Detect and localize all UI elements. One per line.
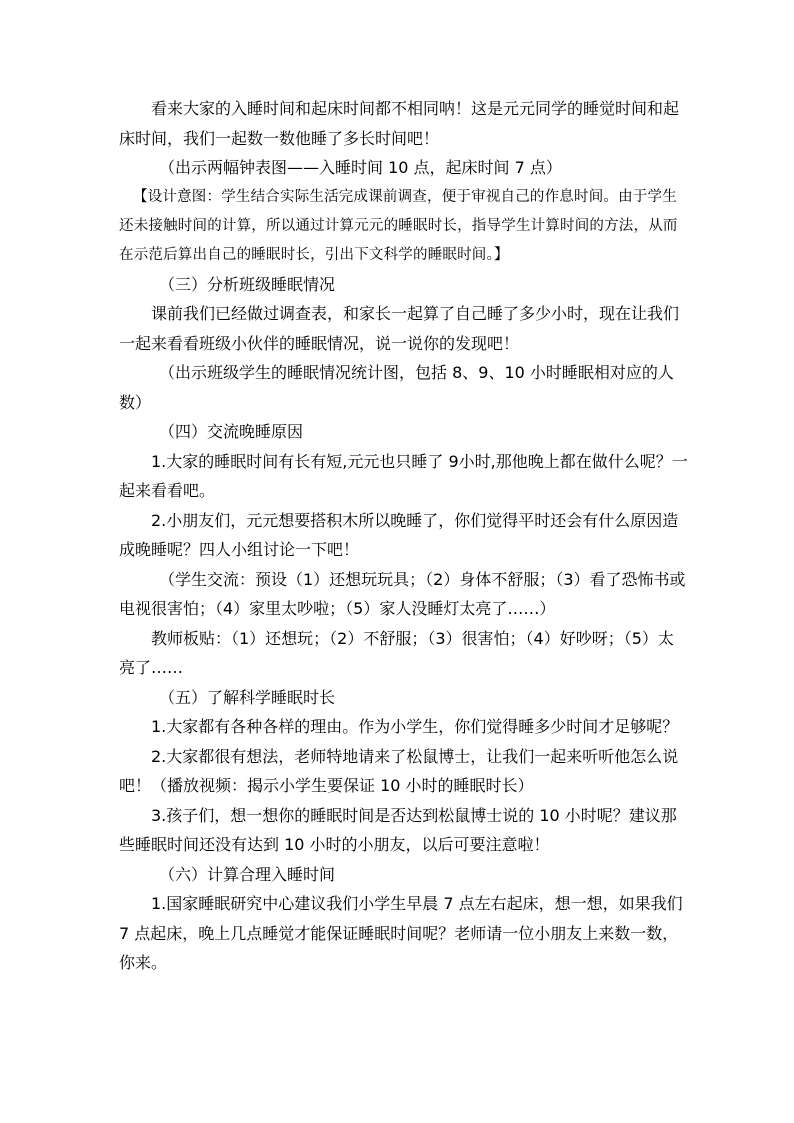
paragraph-intro: 看来大家的入睡时间和起床时间都不相同呐！这是元元同学的睡觉时间和起床时间，我们一起数一数他睡了多长时间吧！: [119, 99, 680, 148]
paragraph-item-4-1: 1.大家的睡眠时间有长有短,元元也只睡了 9小时,那他晚上都在做什么呢？一起来看看吧。: [119, 451, 688, 500]
paragraph-item-5-2: 2.大家都很有想法，老师特地请来了松鼠博士，让我们一起来听听他怎么说吧！（播放视频：揭示小学生要保证 10 小时的睡眠时长）: [119, 746, 679, 795]
paragraph-item-4-2: 2.小朋友们，元元想要搭积木所以晚睡了，你们觉得平时还会有什么原因造成晚睡呢？四人小组讨论一下吧！: [119, 510, 679, 559]
paragraph-item-5-3: 3.孩子们，想一想你的睡眠时间是否达到松鼠博士说的 10 小时呢？建议那些睡眠时间还没有达到 10 小时的小朋友，以后可要注意啦！: [119, 805, 677, 854]
section-heading-5: （五）了解科学睡眠时长: [159, 687, 336, 707]
section-heading-4: （四）交流晚睡原因: [159, 422, 304, 441]
section-heading-6: （六）计算合理入睡时间: [159, 864, 336, 884]
paragraph-clock-note: （出示两幅钟表图——入睡时间 10 点，起床时间 7 点）: [159, 158, 562, 177]
paragraph-student-exchange: （学生交流：预设（1）还想玩玩具；（2）身体不舒服；（3）看了恐怖书或电视很害怕；（4）家里太吵啦；（5）家人没睡灯太亮了……）: [119, 569, 686, 618]
design-intent-note: 【设计意图：学生结合实际生活完成课前调查，便于审视自己的作息时间。由于学生还未接触时间的计算，所以通过计算元元的睡眠时长，指导学生计算时间的方法，从而在示范后算出自己的睡眠时长，引出下文科学的睡眠时间。】: [119, 188, 678, 263]
paragraph-stats-note: （出示班级学生的睡眠情况统计图，包括 8、9、10 小时睡眠相对应的人数）: [119, 363, 674, 412]
paragraph-item-5-1: 1.大家都有各种各样的理由。作为小学生，你们觉得睡多少时间才足够呢？: [151, 717, 679, 736]
paragraph-survey: 课前我们已经做过调查表，和家长一起算了自己睡了多少小时，现在让我们一起来看看班级小伙伴的睡眠情况，说一说你的发现吧！: [119, 304, 680, 353]
paragraph-item-6-1: 1.国家睡眠研究中心建议我们小学生早晨 7 点左右起床，想一想，如果我们 7 点起床，晚上几点睡觉才能保证睡眠时间呢？老师请一位小朋友上来数一数，你来。: [119, 894, 683, 972]
paragraph-teacher-board: 教师板贴：（1）还想玩；（2）不舒服；（3）很害怕；（4）好吵呀；（5）太亮了……: [119, 628, 674, 677]
section-heading-3: （三）分析班级睡眠情况: [159, 274, 336, 294]
document-page: [119, 94, 689, 978]
